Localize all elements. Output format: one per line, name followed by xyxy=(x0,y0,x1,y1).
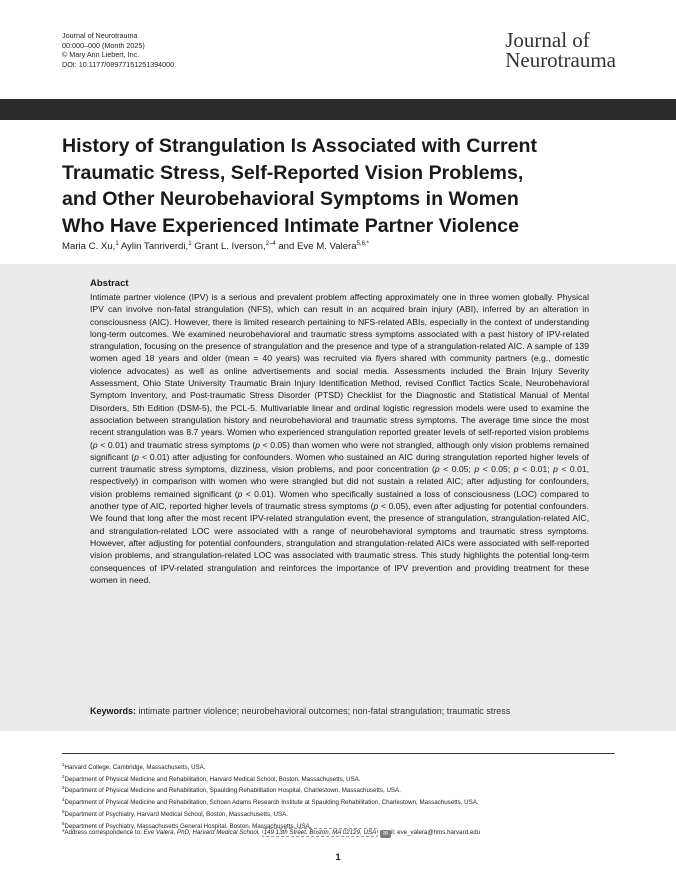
abstract-text-run: < 0.01). Women who specifically sustained a loss of consciousness (LOC) compared to another type of AIC, reported higher levels of traumatic stress symptoms ( xyxy=(90,488,589,512)
abstract-text-run: < 0.01, respectively) in comparison with women who were strangled but did not sustain a related AIC; after adjusting for confounders, vision problems remained significant ( xyxy=(90,464,590,499)
abstract-text-run: < 0.01; xyxy=(518,464,554,475)
affiliation-sup: 5 xyxy=(62,808,65,814)
affiliation-text: Department of Physical Medicine and Rehabilitation, Spaulding Rehabilitation Hospital, Charlestown, Massachusetts, USA. xyxy=(64,787,401,795)
affiliation-sup: 3 xyxy=(62,785,65,791)
affiliation-text: Department of Physical Medicine and Rehabilitation, Harvard Medical School, Boston, Massachusetts, USA. xyxy=(64,775,361,783)
affiliation-text: Department of Psychiatry, Massachusetts General Hospital, Boston, Massachusetts, USA. xyxy=(64,822,312,830)
correspondence xyxy=(62,829,480,838)
mail-icon[interactable]: ✉ xyxy=(380,830,391,838)
meta-copyright: © Mary Ann Liebert, Inc. xyxy=(62,50,140,60)
affiliation-text: Harvard College, Cambridge, Massachusetts, USA. xyxy=(64,764,206,771)
page-number: 1 xyxy=(335,852,341,862)
keywords-text: intimate partner violence; neurobehavioral outcomes; non-fatal strangulation; traumatic stress xyxy=(138,706,511,716)
author-list xyxy=(62,241,369,252)
stat-symbol: p xyxy=(373,501,379,512)
meta-issue: 00:000–000 (Month 2025) xyxy=(62,40,145,50)
header-band xyxy=(0,99,676,120)
journal-logo-line1: Journal of xyxy=(505,28,590,52)
email-link[interactable]: il: eve_valera@hms.harvard.edu xyxy=(390,829,481,836)
affiliation-sup: 1 xyxy=(62,762,65,767)
author-affil: 1 xyxy=(115,241,119,247)
author-affil: 2–4 xyxy=(265,241,276,247)
abstract-text-run: < 0.05) than women who were not strangled, although only vision problems remained significant ( xyxy=(90,439,589,462)
affiliation xyxy=(62,784,479,796)
abstract-text-run: < 0.01) and traumatic stress symptoms ( xyxy=(97,439,256,450)
abstract-heading: Abstract xyxy=(90,278,129,289)
author-name[interactable]: Grant L. Iverson, xyxy=(194,241,266,252)
keywords-label: Keywords: xyxy=(90,706,137,716)
affiliation-sup: 2 xyxy=(62,773,65,779)
journal-logo-line2: Neurotrauma xyxy=(505,48,616,72)
stat-symbol: p xyxy=(237,488,243,499)
address-link[interactable]: 149 13th Street, Boston, MA 02129, USA xyxy=(263,829,377,836)
author-name[interactable]: Maria C. Xu, xyxy=(62,241,116,252)
stat-symbol: p xyxy=(434,464,440,475)
stat-symbol: p xyxy=(513,464,519,475)
meta-journal: Journal of Neurotrauma xyxy=(62,31,138,40)
affiliation-text: Department of Psychiatry, Harvard Medical School, Boston, Massachusetts, USA. xyxy=(64,810,288,818)
author-affil: 1 xyxy=(188,241,192,247)
stat-symbol: p xyxy=(553,464,558,475)
author-name[interactable]: and Eve M. Valera xyxy=(278,241,357,252)
footnote-rule xyxy=(62,753,615,754)
stat-symbol: p xyxy=(92,439,98,450)
abstract-body xyxy=(90,291,589,586)
affiliation xyxy=(62,773,479,785)
stat-symbol: p xyxy=(134,451,139,462)
affiliation-text: Department of Physical Medicine and Rehabilitation, Schoen Adams Research Institute at Spaulding Rehabilitation, Charlestown, Massachusetts, USA. xyxy=(64,799,479,807)
title-line: and Other Neurobehavioral Symptoms in Women xyxy=(62,188,519,210)
affiliation-sup: 4 xyxy=(62,797,65,803)
journal-logo xyxy=(505,30,616,70)
author-affil: 5,6,* xyxy=(356,241,369,247)
journal-meta xyxy=(62,31,174,69)
affiliations xyxy=(62,761,479,831)
stat-symbol: p xyxy=(474,464,480,475)
correspondence-prefix: *Address correspondence to: xyxy=(62,829,144,836)
abstract-text-run: Intimate partner violence (IPV) is a serious and prevalent problem affecting approximately one in three women globally. Physical IPV can involve non-fatal strangulation (NFS), which can result in an acquired brain injury (ABI), inferred by an alteration in consciousness (AIC). However, there is limited research pertaining to NFS-related ABIs, especially in the context of understanding long-term outcomes. We examined neurobehavioral and traumatic stress symptoms associated with a past history of IPV-related strangulation, focusing on the presence of strangulation and the presence and type of a strangulation-related AIC. A sample of 139 women aged 18 years and older (mean = 40 years) was recruited via flyers shared with community partners (e.g., domestic violence advocates) as well as online advertisements and social media. Assessments included the Brain Injury Severity Assessment, Ohio State University Traumatic Brain Injury Identification Method, revised Conflict Tactics Scale, Neurobehavioral Symptom Inventory, and Post-traumatic Stress Disorder (PTSD) Checklist for the Diagnostic and Statistical Manual of Mental Disorders, 5th Edition (DSM-5), the PCL-5. Multivariable linear and ordinal logistic regression models were used to examine the association between strangulation history and neurobehavioral and traumatic stress symptoms. The average time since the most recent strangulation was 8.7 years. Women who experienced strangulation reported greater levels of self-reported vision problems ( xyxy=(90,292,589,450)
stat-symbol: p xyxy=(255,439,260,450)
abstract-text-run: < 0.01) after adjusting for confounders. Women who sustained an AIC during strangulation reported higher levels of current traumatic stress symptoms, dizziness, vision problems, and poor concentration ( xyxy=(90,451,589,475)
meta-doi[interactable]: DOI: 10.1177/08977151251394000 xyxy=(62,59,175,69)
article-title xyxy=(62,133,582,239)
author-name[interactable]: Aylin Tanriverdi, xyxy=(120,241,189,252)
title-line: Who Have Experienced Intimate Partner Violence xyxy=(62,214,519,237)
affiliation xyxy=(62,796,479,808)
affiliation-sup: 6 xyxy=(62,820,65,826)
keywords xyxy=(90,706,510,716)
correspondence-name: Eve Valera, PhD, Harvard Medical School, xyxy=(143,829,260,836)
abstract-text-run: < 0.05; xyxy=(439,464,475,475)
affiliation xyxy=(62,761,479,773)
abstract-text-run: < 0.05), even after adjusting for potential confounders. We found that long after the most recent IPV-related strangulation event, the presence of strangulation, strangulation-related AIC, and strangulation-related LOC were associated with a range of neurobehavioral symptoms and traumatic stress symptoms. However, after adjusting for potential confounders, strangulation and strangulation-related AICs were associated with self-reported vision problems, and strangulation-related LOC was associated with traumatic stress. This study highlights the potential long-term consequences of IPV-related strangulation and reinforces the importance of IPV prevention and providing treatment for these women in need. xyxy=(90,501,589,585)
title-line: Traumatic Stress, Self-Reported Vision Problems, xyxy=(62,161,524,184)
title-line: History of Strangulation Is Associated with Current xyxy=(62,135,538,157)
affiliation xyxy=(62,808,479,820)
abstract-text-run: < 0.05; xyxy=(479,464,514,475)
